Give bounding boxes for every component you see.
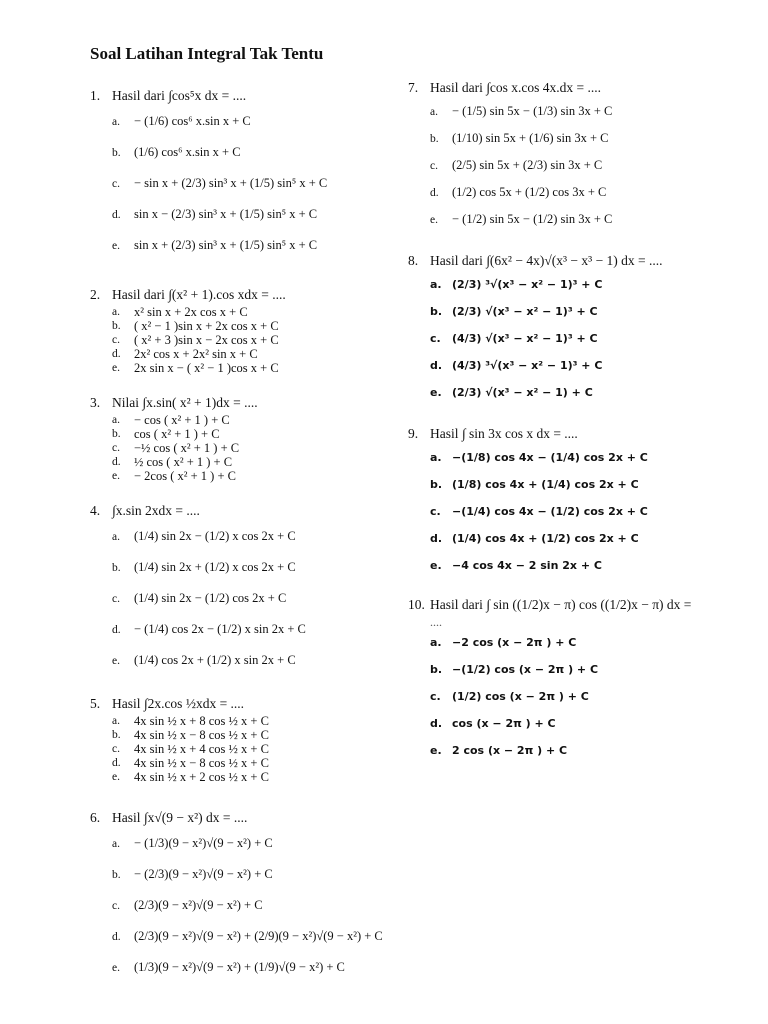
option-letter: c.: [430, 332, 441, 345]
option-expression: (4/3) √(x³ − x² − 1)³ + C: [452, 332, 598, 345]
option-letter: e.: [112, 654, 120, 667]
answer-option: [112, 952, 390, 983]
option-expression: (1/2) cos (x − 2π ) + C: [452, 690, 589, 703]
question-9: [408, 424, 728, 579]
option-expression: sin x − (2/3) sin³ x + (1/5) sin⁵ x + C: [134, 207, 318, 221]
option-list: [408, 98, 728, 233]
option-expression: − (1/4) cos 2x − (1/2) x sin 2x + C: [134, 622, 306, 636]
option-expression: (2/3) √(x³ − x² − 1) + C: [452, 386, 593, 399]
answer-option: [430, 683, 728, 710]
option-letter: a.: [430, 105, 438, 118]
option-letter: d.: [430, 717, 443, 730]
option-letter: a.: [112, 837, 120, 850]
option-expression: (2/3) ³√(x³ − x² − 1)³ + C: [452, 278, 603, 291]
option-letter: a.: [112, 306, 120, 318]
option-list: [90, 714, 390, 784]
answer-option: [430, 325, 728, 352]
option-letter: b.: [112, 561, 121, 574]
option-expression: − (1/2) sin 5x − (1/2) sin 3x + C: [452, 212, 613, 226]
page-title: Soal Latihan Integral Tak Tentu: [90, 44, 324, 63]
option-expression: cos ( x² + 1 ) + C: [134, 427, 220, 441]
answer-option: [112, 728, 390, 742]
answer-option: [430, 152, 728, 179]
option-letter: c.: [430, 159, 438, 172]
option-letter: d.: [112, 208, 121, 221]
option-letter: c.: [112, 442, 120, 454]
answer-option: [112, 521, 390, 552]
option-letter: e.: [112, 362, 120, 374]
option-list: [408, 444, 728, 579]
option-expression: cos (x − 2π ) + C: [452, 717, 556, 730]
option-expression: (1/4) cos 4x + (1/2) cos 2x + C: [452, 532, 639, 545]
option-letter: b.: [112, 428, 121, 440]
question-stem: [90, 86, 390, 106]
answer-option: [430, 498, 728, 525]
answer-option: [112, 427, 390, 441]
option-letter: b.: [112, 146, 121, 159]
answer-option: [112, 583, 390, 614]
option-expression: (1/4) sin 2x − (1/2) x cos 2x + C: [134, 529, 296, 543]
question-text: Hasil ∫ sin 3x cos x dx = ....: [430, 426, 578, 441]
question-number: 4.: [90, 503, 101, 518]
answer-option: [112, 645, 390, 676]
answer-option: [430, 271, 728, 298]
question-number: 7.: [408, 80, 419, 95]
answer-option: [112, 469, 390, 483]
option-expression: x² sin x + 2x cos x + C: [134, 305, 248, 319]
answer-option: [112, 347, 390, 361]
option-letter: d.: [430, 532, 443, 545]
answer-option: [430, 98, 728, 125]
question-number: 6.: [90, 810, 101, 825]
question-text: Hasil ∫2x.cos ½xdx = ....: [112, 696, 245, 711]
option-letter: e.: [430, 386, 442, 399]
answer-option: [112, 230, 390, 261]
option-letter: c.: [112, 592, 120, 605]
option-letter: e.: [430, 213, 438, 226]
option-expression: ( x² − 1 )sin x + 2x cos x + C: [134, 319, 279, 333]
option-expression: (1/4) sin 2x − (1/2) cos 2x + C: [134, 591, 287, 605]
answer-option: [112, 333, 390, 347]
option-expression: 4x sin ½ x − 8 cos ½ x + C: [134, 728, 269, 742]
option-expression: 4x sin ½ x + 2 cos ½ x + C: [134, 770, 269, 784]
option-list: [90, 521, 390, 676]
option-letter: c.: [112, 177, 120, 190]
option-expression: −(1/8) cos 4x − (1/4) cos 2x + C: [452, 451, 648, 464]
question-stem: [408, 595, 728, 615]
answer-option: [112, 714, 390, 728]
answer-option: [430, 379, 728, 406]
option-letter: d.: [112, 456, 121, 468]
option-letter: d.: [112, 757, 121, 769]
option-letter: b.: [430, 663, 443, 676]
answer-option: [430, 629, 728, 656]
answer-option: [112, 106, 390, 137]
option-letter: d.: [112, 348, 121, 360]
answer-option: [112, 441, 390, 455]
option-list: [90, 413, 390, 483]
option-expression: (1/3)(9 − x²)√(9 − x²) + (1/9)√(9 − x²) + C: [134, 960, 345, 974]
option-expression: ½ cos ( x² + 1 ) + C: [134, 455, 233, 469]
option-letter: a.: [430, 278, 442, 291]
option-expression: 4x sin ½ x − 8 cos ½ x + C: [134, 756, 269, 770]
question-3: [90, 393, 390, 483]
option-expression: −½ cos ( x² + 1 ) + C: [134, 441, 240, 455]
option-expression: − (1/5) sin 5x − (1/3) sin 3x + C: [452, 104, 613, 118]
option-expression: (1/4) sin 2x + (1/2) x cos 2x + C: [134, 560, 296, 574]
option-letter: b.: [430, 478, 443, 491]
option-letter: a.: [430, 636, 442, 649]
option-letter: e.: [112, 961, 120, 974]
question-7: [408, 78, 728, 233]
option-letter: e.: [430, 559, 442, 572]
question-stem: [90, 285, 390, 305]
option-expression: − sin x + (2/3) sin³ x + (1/5) sin⁵ x + C: [134, 176, 328, 190]
question-stem: [408, 78, 728, 98]
answer-option: [430, 444, 728, 471]
option-expression: −4 cos 4x − 2 sin 2x + C: [452, 559, 602, 572]
option-expression: (1/4) cos 2x + (1/2) x sin 2x + C: [134, 653, 296, 667]
option-letter: c.: [112, 334, 120, 346]
answer-option: [112, 742, 390, 756]
question-text: Hasil dari ∫(6x² − 4x)√(x³ − x³ − 1) dx = ....: [430, 253, 663, 268]
option-letter: b.: [112, 320, 121, 332]
answer-option: [430, 710, 728, 737]
option-letter: d.: [430, 359, 443, 372]
question-stem: [408, 424, 728, 444]
option-list: [408, 271, 728, 406]
option-letter: c.: [112, 899, 120, 912]
question-stem: [408, 251, 728, 271]
option-list: [90, 106, 390, 261]
option-letter: e.: [430, 744, 442, 757]
option-letter: d.: [430, 186, 439, 199]
answer-option: [430, 298, 728, 325]
option-expression: 2x sin x − ( x² − 1 )cos x + C: [134, 361, 279, 375]
option-letter: e.: [112, 771, 120, 783]
question-number: 2.: [90, 287, 101, 302]
question-stem: [90, 501, 390, 521]
option-expression: (2/5) sin 5x + (2/3) sin 3x + C: [452, 158, 603, 172]
option-expression: − 2cos ( x² + 1 ) + C: [134, 469, 236, 483]
question-text: Nilai ∫x.sin( x² + 1)dx = ....: [112, 395, 258, 410]
question-number: 1.: [90, 88, 101, 103]
option-expression: 4x sin ½ x + 8 cos ½ x + C: [134, 714, 269, 728]
question-2: [90, 285, 390, 375]
option-letter: b.: [112, 729, 121, 741]
option-letter: c.: [430, 690, 441, 703]
question-5: [90, 694, 390, 784]
option-letter: d.: [112, 623, 121, 636]
question-continuation: ....: [430, 615, 442, 629]
answer-option: [430, 552, 728, 579]
option-letter: e.: [112, 239, 120, 252]
option-expression: − (1/6) cos⁶ x.sin x + C: [134, 114, 251, 128]
question-number: 5.: [90, 696, 101, 711]
option-list: [90, 828, 390, 983]
option-expression: −2 cos (x − 2π ) + C: [452, 636, 577, 649]
question-10: [408, 595, 728, 764]
option-expression: (1/6) cos⁶ x.sin x + C: [134, 145, 241, 159]
option-letter: b.: [430, 132, 439, 145]
right-column: [408, 78, 728, 764]
option-expression: 2 cos (x − 2π ) + C: [452, 744, 568, 757]
option-expression: − cos ( x² + 1 ) + C: [134, 413, 230, 427]
option-letter: e.: [112, 470, 120, 482]
answer-option: [112, 770, 390, 784]
answer-option: [112, 168, 390, 199]
answer-option: [112, 828, 390, 859]
answer-option: [430, 656, 728, 683]
answer-option: [112, 319, 390, 333]
question-8: [408, 251, 728, 406]
option-letter: b.: [112, 868, 121, 881]
option-letter: a.: [430, 451, 442, 464]
option-letter: b.: [430, 305, 443, 318]
option-expression: (1/8) cos 4x + (1/4) cos 2x + C: [452, 478, 639, 491]
answer-option: [430, 352, 728, 379]
option-expression: (2/3)(9 − x²)√(9 − x²) + C: [134, 898, 263, 912]
answer-option: [112, 614, 390, 645]
option-expression: (1/2) cos 5x + (1/2) cos 3x + C: [452, 185, 607, 199]
answer-option: [112, 361, 390, 375]
answer-option: [430, 737, 728, 764]
question-4: [90, 501, 390, 676]
option-expression: 2x² cos x + 2x² sin x + C: [134, 347, 258, 361]
question-number: 8.: [408, 253, 419, 268]
option-expression: sin x + (2/3) sin³ x + (1/5) sin⁵ x + C: [134, 238, 318, 252]
answer-option: [112, 455, 390, 469]
question-stem: [90, 808, 390, 828]
option-expression: − (2/3)(9 − x²)√(9 − x²) + C: [134, 867, 273, 881]
answer-option: [112, 552, 390, 583]
option-list: [408, 629, 728, 764]
option-expression: − (1/3)(9 − x²)√(9 − x²) + C: [134, 836, 273, 850]
option-letter: a.: [112, 715, 120, 727]
question-number: 3.: [90, 395, 101, 410]
question-stem: [90, 694, 390, 714]
question-number: 9.: [408, 426, 419, 441]
option-letter: c.: [430, 505, 441, 518]
answer-option: [430, 471, 728, 498]
question-text: Hasil ∫x√(9 − x²) dx = ....: [112, 810, 248, 825]
question-text: Hasil dari ∫ sin ((1/2)x − π) cos ((1/2)x − π) dx =: [430, 597, 692, 612]
question-text: Hasil dari ∫(x² + 1).cos xdx = ....: [112, 287, 286, 302]
answer-option: [112, 921, 390, 952]
left-column: [90, 78, 390, 983]
answer-option: [112, 199, 390, 230]
option-letter: a.: [112, 115, 120, 128]
question-text: ∫x.sin 2xdx = ....: [112, 503, 200, 518]
answer-option: [112, 137, 390, 168]
answer-option: [430, 206, 728, 233]
option-expression: −(1/2) cos (x − 2π ) + C: [452, 663, 599, 676]
option-letter: a.: [112, 530, 120, 543]
answer-option: [112, 756, 390, 770]
question-text: Hasil dari ∫cos⁵x dx = ....: [112, 88, 247, 103]
question-1: [90, 86, 390, 261]
option-expression: (1/10) sin 5x + (1/6) sin 3x + C: [452, 131, 609, 145]
answer-option: [430, 125, 728, 152]
answer-option: [430, 525, 728, 552]
question-text: Hasil dari ∫cos x.cos 4x.dx = ....: [430, 80, 602, 95]
question-stem: [90, 393, 390, 413]
option-expression: (4/3) ³√(x³ − x² − 1)³ + C: [452, 359, 603, 372]
option-expression: ( x² + 3 )sin x − 2x cos x + C: [134, 333, 279, 347]
option-expression: 4x sin ½ x + 4 cos ½ x + C: [134, 742, 269, 756]
option-expression: −(1/4) cos 4x − (1/2) cos 2x + C: [452, 505, 648, 518]
answer-option: [112, 890, 390, 921]
option-letter: c.: [112, 743, 120, 755]
option-letter: a.: [112, 414, 120, 426]
option-expression: (2/3)(9 − x²)√(9 − x²) + (2/9)(9 − x²)√(9 − x²) + C: [134, 929, 383, 943]
answer-option: [112, 305, 390, 319]
answer-option: [430, 179, 728, 206]
option-list: [90, 305, 390, 375]
option-letter: d.: [112, 930, 121, 943]
option-expression: (2/3) √(x³ − x² − 1)³ + C: [452, 305, 598, 318]
answer-option: [112, 413, 390, 427]
question-6: [90, 808, 390, 983]
answer-option: [112, 859, 390, 890]
question-number: 10.: [408, 597, 425, 612]
